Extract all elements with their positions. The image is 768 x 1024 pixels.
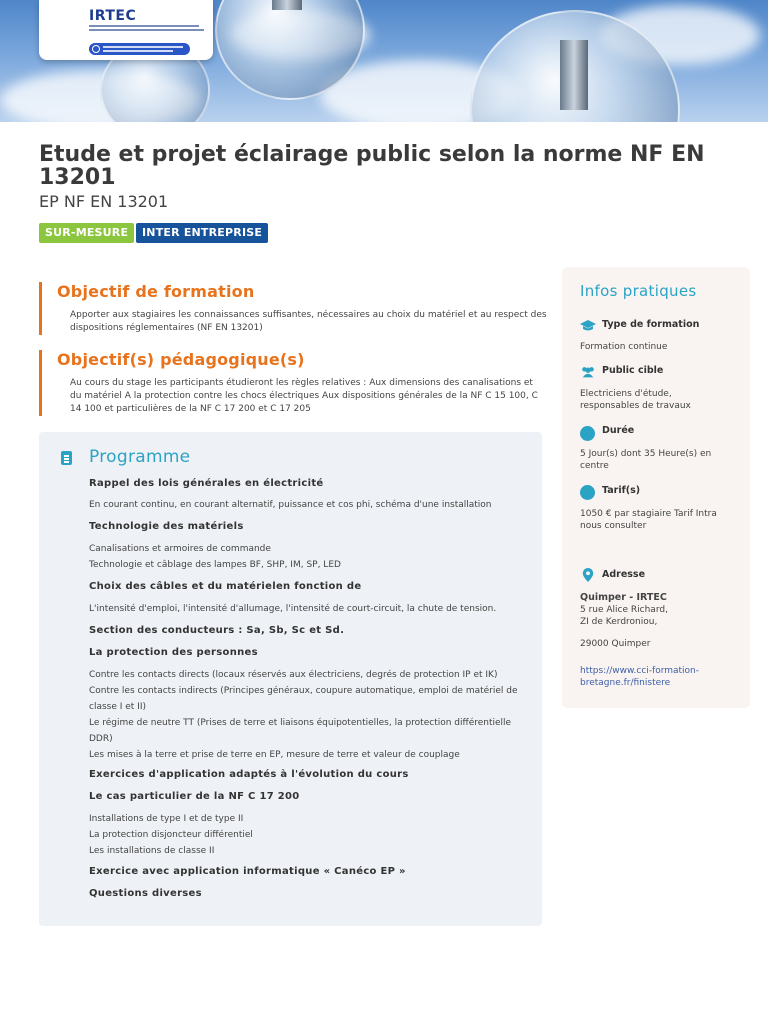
programme-section: Technologie des matériels [89,521,244,532]
adresse-value: Quimper - IRTEC 5 rue Alice Richard, ZI de Kerdroniou, 29000 Quimper [580,592,668,649]
objectif-formation-text: Apporter aux stagiaires les connaissances suffisantes, nécessaires au choix du matériel et au respect des dispositions réglementaires (NF EN 13201) [70,310,547,333]
programme-line: En courant continu, en courant alternatif, puissance et cos phi, schéma d'une installation [89,500,492,510]
objectif-pedagogique [39,350,547,416]
badge-inter-entreprise: INTER ENTREPRISE [136,223,268,243]
programme-line: Contre les contacts directs (locaux réservés aux électriciens, degrés de protection IP et IK) [89,670,498,680]
programme-line: Canalisations et armoires de commande [89,544,271,554]
programme-line: Installations de type I et de type II [89,814,244,824]
programme-section: Exercices d'application adaptés à l'évolution du cours [89,769,409,780]
tarif-value: 1050 € par stagiaire Tarif Intra nous consulter [580,509,717,531]
page-title: Etude et projet éclairage public selon la norme NF EN 13201 [39,142,705,190]
programme-section: Questions diverses [89,888,202,899]
tarif-label: Tarif(s) [602,485,641,496]
public-cible-label: Public cible [602,365,664,376]
programme-title: Programme [89,447,191,467]
duree-label: Durée [602,425,635,436]
objectif-formation [39,282,547,335]
badge-sur-mesure: SUR-MESURE [39,223,134,243]
programme-line: Les mises à la terre et prise de terre en EP, mesure de terre et valeur de couplage [89,750,460,760]
type-formation-value: Formation continue [580,342,668,352]
public-cible-value: Electriciens d'étude, responsables de travaux [580,389,691,411]
objectif-pedagogique-title: Objectif(s) pédagogique(s) [57,350,305,369]
programme-line: Contre les contacts indirects (Principes généraux, coupure automatique, emploi de matériel de classe I et II) [89,686,518,712]
programme-panel [39,432,542,926]
logo-card[interactable] [39,0,213,60]
objectif-formation-title: Objectif de formation [57,282,255,301]
programme-section: Le cas particulier de la NF C 17 200 [89,791,300,802]
hero-banner [0,0,768,122]
logo: IRTEC [89,8,137,24]
programme-section: Choix des câbles et du matérielen fonction de [89,581,362,592]
adresse-label: Adresse [602,569,646,580]
objectif-pedagogique-text: Au cours du stage les participants étudieront les règles relatives : Aux dimensions des canalisations et du matériel A la protection contre les chocs électriques Aux dispositions générales de la NF C 15 100, C 14 100 et particulières de la NF C 17 200 et C 17 205 [70,378,538,414]
programme-line: Le régime de neutre TT (Prises de terre et liaisons équipotentielles, la protection différentielle DDR) [89,718,512,744]
website-link[interactable]: https://www.cci-formation- bretagne.fr/finistere [580,666,700,688]
money-icon [580,485,595,500]
programme-section: Section des conducteurs : Sa, Sb, Sc et Sd. [89,625,345,636]
programme-line: L'intensité d'emploi, l'intensité d'allumage, l'intensité de court-circuit, la chute de tension. [89,604,497,614]
programme-section: Rappel des lois générales en électricité [89,478,324,489]
programme-line: Les installations de classe II [89,846,215,856]
page-subtitle: EP NF EN 13201 [39,192,169,211]
cci-logo [89,43,190,55]
users-icon [580,365,596,379]
programme-section: Exercice avec application informatique « Canéco EP » [89,866,406,877]
location-pin-icon [580,568,596,582]
infos-pratiques-panel [562,267,750,708]
clock-icon [580,426,595,441]
type-formation-label: Type de formation [602,319,700,330]
document-icon [61,451,72,465]
programme-section: La protection des personnes [89,647,258,658]
programme-line: Technologie et câblage des lampes BF, SHP, IM, SP, LED [89,560,341,570]
graduation-cap-icon [580,319,596,333]
duree-value: 5 Jour(s) dont 35 Heure(s) en centre [580,449,712,471]
infos-title: Infos pratiques [580,282,697,300]
programme-line: La protection disjoncteur différentiel [89,830,253,840]
